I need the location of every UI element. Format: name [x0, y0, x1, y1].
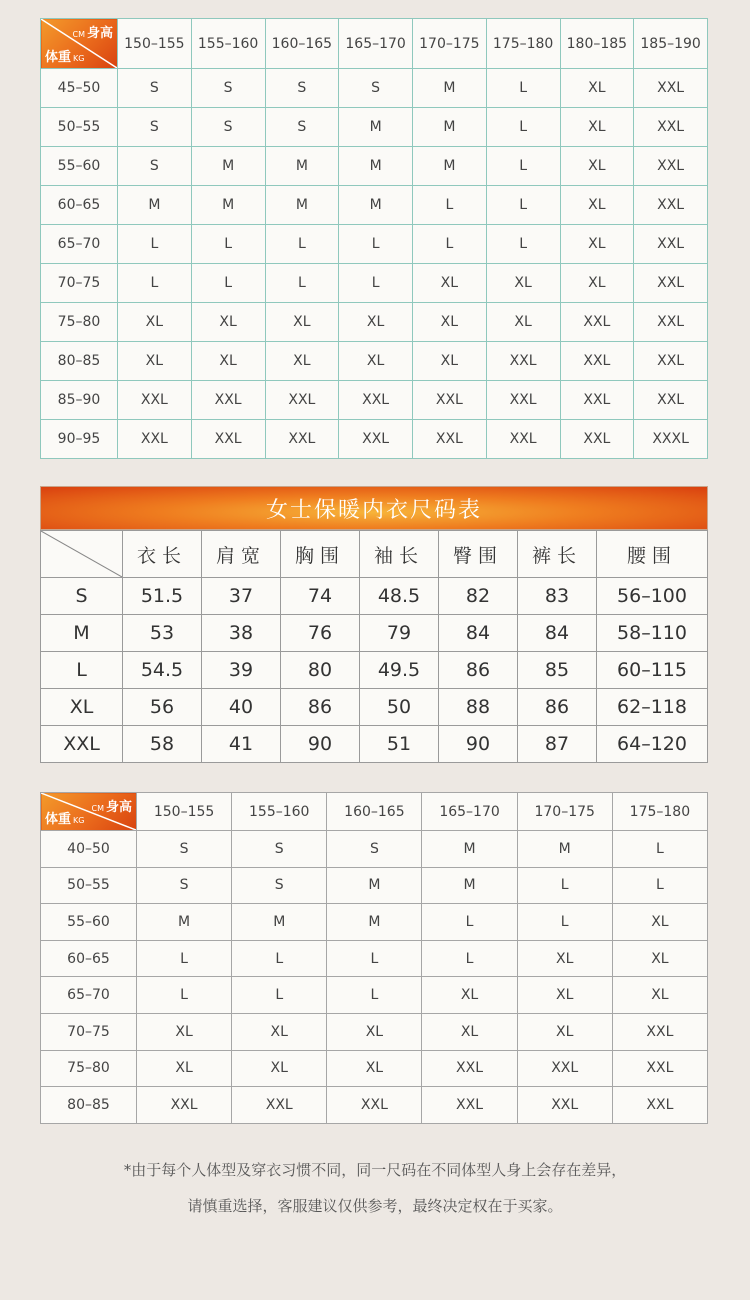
- table-cell: XXL: [634, 147, 708, 186]
- table-cell: XXL: [612, 1087, 707, 1124]
- table-row: [41, 69, 708, 108]
- table-row: [41, 1013, 708, 1050]
- column-header: 衣长: [123, 531, 202, 578]
- row-header: XL: [41, 689, 123, 726]
- table-row: [41, 652, 708, 689]
- table-cell: XL: [560, 69, 634, 108]
- table-cell: XXL: [137, 1087, 232, 1124]
- table-cell: 54.5: [123, 652, 202, 689]
- column-header: 170–175: [517, 793, 612, 831]
- table-cell: XXL: [634, 186, 708, 225]
- table-cell: XXL: [634, 303, 708, 342]
- row-header: 50–55: [41, 108, 118, 147]
- row-header: L: [41, 652, 123, 689]
- column-header: 肩宽: [202, 531, 281, 578]
- row-header: 55–60: [41, 904, 137, 941]
- table-row: [41, 225, 708, 264]
- table-cell: XXL: [612, 1050, 707, 1087]
- table-row: [41, 420, 708, 459]
- table-row: [41, 867, 708, 904]
- table-cell: M: [265, 147, 339, 186]
- table-cell: XXL: [634, 264, 708, 303]
- table-cell: L: [339, 225, 413, 264]
- column-header: 155–160: [232, 793, 327, 831]
- table-cell: L: [486, 108, 560, 147]
- womens-size-table-banner: [40, 486, 708, 530]
- table-cell: 84: [518, 615, 597, 652]
- table-row: [41, 1087, 708, 1124]
- table-row: [41, 264, 708, 303]
- table-cell: XXL: [413, 381, 487, 420]
- row-header: 65–70: [41, 225, 118, 264]
- table-cell: XL: [612, 977, 707, 1014]
- table-cell: XXL: [634, 381, 708, 420]
- table-cell: 79: [360, 615, 439, 652]
- height-label: CM 身高: [91, 800, 132, 815]
- column-header: 160–165: [265, 19, 339, 69]
- table-row: [41, 303, 708, 342]
- column-header: 165–170: [422, 793, 517, 831]
- table-cell: XXL: [413, 420, 487, 459]
- table-cell: L: [486, 69, 560, 108]
- table-cell: XL: [422, 977, 517, 1014]
- table-cell: 90: [439, 726, 518, 763]
- table-cell: L: [118, 225, 192, 264]
- column-header: 150–155: [118, 19, 192, 69]
- table-cell: 83: [518, 578, 597, 615]
- table-cell: XXL: [486, 342, 560, 381]
- row-header: 65–70: [41, 977, 137, 1014]
- table-cell: S: [191, 108, 265, 147]
- row-header: 80–85: [41, 1087, 137, 1124]
- table-cell: 41: [202, 726, 281, 763]
- table-cell: L: [517, 867, 612, 904]
- table-cell: L: [327, 977, 422, 1014]
- table-cell: S: [265, 108, 339, 147]
- table-cell: XL: [612, 904, 707, 941]
- table-row: [41, 186, 708, 225]
- table-cell: L: [612, 867, 707, 904]
- table-cell: XL: [118, 303, 192, 342]
- table-cell: XL: [517, 940, 612, 977]
- table-cell: L: [327, 940, 422, 977]
- mens-size-chart-table: [40, 18, 708, 459]
- table-cell: XXXL: [634, 420, 708, 459]
- table-cell: L: [486, 186, 560, 225]
- row-header: 40–50: [41, 831, 137, 868]
- table-cell: XL: [191, 342, 265, 381]
- table-cell: 60–115: [597, 652, 708, 689]
- table-cell: 76: [281, 615, 360, 652]
- table-cell: 38: [202, 615, 281, 652]
- table-cell: XXL: [634, 69, 708, 108]
- column-header: 185–190: [634, 19, 708, 69]
- table-cell: L: [265, 225, 339, 264]
- table-cell: XL: [560, 186, 634, 225]
- row-header: 75–80: [41, 303, 118, 342]
- table-cell: S: [191, 69, 265, 108]
- table-cell: 90: [281, 726, 360, 763]
- row-header: XXL: [41, 726, 123, 763]
- column-header: 袖长: [360, 531, 439, 578]
- table-row: [41, 381, 708, 420]
- table-cell: XXL: [517, 1050, 612, 1087]
- table-cell: XXL: [191, 420, 265, 459]
- table-cell: M: [118, 186, 192, 225]
- womens-size-chart-table: [40, 792, 708, 1124]
- table-cell: XXL: [422, 1050, 517, 1087]
- column-header: 160–165: [327, 793, 422, 831]
- table-cell: XL: [232, 1050, 327, 1087]
- table-cell: 53: [123, 615, 202, 652]
- row-header: 70–75: [41, 1013, 137, 1050]
- table-cell: XXL: [339, 381, 413, 420]
- table-cell: 51: [360, 726, 439, 763]
- column-header: 175–180: [486, 19, 560, 69]
- table-cell: M: [422, 831, 517, 868]
- table-cell: S: [339, 69, 413, 108]
- table-cell: 40: [202, 689, 281, 726]
- disclaimer-line-2: 请慎重选择，客服建议仅供参考，最终决定权在于买家。: [187, 1197, 563, 1215]
- table-row: [41, 726, 708, 763]
- table-cell: S: [118, 147, 192, 186]
- mens-size-chart-body: [41, 19, 708, 459]
- table-cell: XL: [339, 342, 413, 381]
- table-cell: 74: [281, 578, 360, 615]
- table-cell: XL: [232, 1013, 327, 1050]
- row-header: S: [41, 578, 123, 615]
- table-row: [41, 615, 708, 652]
- row-header: 80–85: [41, 342, 118, 381]
- column-header: 170–175: [413, 19, 487, 69]
- table-cell: XL: [191, 303, 265, 342]
- header-row: [41, 531, 708, 578]
- table-cell: XL: [327, 1013, 422, 1050]
- row-header: 55–60: [41, 147, 118, 186]
- table-cell: L: [265, 264, 339, 303]
- table-cell: L: [118, 264, 192, 303]
- table-cell: 88: [439, 689, 518, 726]
- row-header: 75–80: [41, 1050, 137, 1087]
- table-cell: XXL: [232, 1087, 327, 1124]
- table-cell: L: [486, 147, 560, 186]
- table-cell: M: [339, 186, 413, 225]
- table-cell: 56: [123, 689, 202, 726]
- table-cell: 48.5: [360, 578, 439, 615]
- table-cell: XXL: [517, 1087, 612, 1124]
- table-cell: XL: [413, 342, 487, 381]
- table-cell: S: [137, 867, 232, 904]
- table-cell: 64–120: [597, 726, 708, 763]
- table-cell: M: [327, 904, 422, 941]
- table-cell: M: [191, 147, 265, 186]
- womens-measurement-table: [40, 530, 708, 763]
- table-cell: L: [612, 831, 707, 868]
- column-header: 胸围: [281, 531, 360, 578]
- table-cell: L: [137, 977, 232, 1014]
- table-cell: XXL: [560, 420, 634, 459]
- table-cell: XXL: [612, 1013, 707, 1050]
- table-cell: 51.5: [123, 578, 202, 615]
- table-cell: XL: [339, 303, 413, 342]
- table-cell: XL: [265, 303, 339, 342]
- corner-cell: [41, 793, 137, 831]
- height-label: CM 身高: [72, 26, 113, 41]
- table-cell: XXL: [191, 381, 265, 420]
- table-cell: L: [486, 225, 560, 264]
- table-cell: L: [422, 904, 517, 941]
- table-row: [41, 904, 708, 941]
- table-cell: XL: [413, 264, 487, 303]
- table-cell: XL: [137, 1050, 232, 1087]
- table-cell: L: [137, 940, 232, 977]
- row-header: 45–50: [41, 69, 118, 108]
- row-header: 60–65: [41, 940, 137, 977]
- table-row: [41, 342, 708, 381]
- row-header: 90–95: [41, 420, 118, 459]
- table-cell: L: [191, 225, 265, 264]
- table-cell: 37: [202, 578, 281, 615]
- row-header: 85–90: [41, 381, 118, 420]
- table-cell: 39: [202, 652, 281, 689]
- table-cell: XL: [486, 264, 560, 303]
- table-cell: XXL: [265, 420, 339, 459]
- table-cell: M: [232, 904, 327, 941]
- table-cell: XL: [413, 303, 487, 342]
- table-cell: 86: [281, 689, 360, 726]
- disclaimer-note: [0, 1152, 750, 1224]
- table-cell: XXL: [265, 381, 339, 420]
- table-cell: XXL: [118, 381, 192, 420]
- disclaimer-line-1: *由于每个人体型及穿衣习惯不同，同一尺码在不同体型人身上会存在差异，: [123, 1161, 627, 1179]
- table-cell: XL: [517, 977, 612, 1014]
- table-cell: M: [339, 147, 413, 186]
- table-row: [41, 977, 708, 1014]
- row-header: 50–55: [41, 867, 137, 904]
- table-cell: M: [413, 69, 487, 108]
- table-cell: 58–110: [597, 615, 708, 652]
- table-row: [41, 1050, 708, 1087]
- table-cell: M: [191, 186, 265, 225]
- column-header: 180–185: [560, 19, 634, 69]
- table-cell: XXL: [560, 381, 634, 420]
- table-cell: XXL: [634, 342, 708, 381]
- table-cell: L: [422, 940, 517, 977]
- table-cell: L: [339, 264, 413, 303]
- table-row: [41, 147, 708, 186]
- table-cell: 86: [518, 689, 597, 726]
- table-row: [41, 940, 708, 977]
- table-cell: XXL: [560, 342, 634, 381]
- table-cell: S: [232, 867, 327, 904]
- table-cell: M: [517, 831, 612, 868]
- table-cell: M: [413, 147, 487, 186]
- table-cell: M: [265, 186, 339, 225]
- banner-title: 女士保暖内衣尺码表: [265, 497, 482, 523]
- table-cell: XXL: [486, 381, 560, 420]
- womens-measurement-body: [41, 531, 708, 763]
- table-cell: XL: [612, 940, 707, 977]
- table-cell: L: [413, 225, 487, 264]
- table-cell: L: [232, 940, 327, 977]
- weight-label: 体重 KG: [45, 812, 85, 827]
- table-cell: L: [191, 264, 265, 303]
- table-cell: 87: [518, 726, 597, 763]
- table-cell: XXL: [118, 420, 192, 459]
- table-cell: 85: [518, 652, 597, 689]
- table-cell: XL: [560, 108, 634, 147]
- table-cell: S: [327, 831, 422, 868]
- table-row: [41, 578, 708, 615]
- table-cell: XXL: [339, 420, 413, 459]
- table-cell: S: [232, 831, 327, 868]
- weight-label: 体重 KG: [45, 50, 85, 65]
- table-cell: XL: [517, 1013, 612, 1050]
- table-row: [41, 108, 708, 147]
- column-header: 150–155: [137, 793, 232, 831]
- table-cell: XL: [422, 1013, 517, 1050]
- table-cell: 82: [439, 578, 518, 615]
- table-cell: XXL: [327, 1087, 422, 1124]
- corner-cell: [41, 19, 118, 69]
- table-cell: XXL: [634, 225, 708, 264]
- table-cell: 84: [439, 615, 518, 652]
- table-row: [41, 831, 708, 868]
- table-cell: L: [413, 186, 487, 225]
- table-cell: XL: [327, 1050, 422, 1087]
- table-cell: S: [265, 69, 339, 108]
- table-cell: M: [413, 108, 487, 147]
- table-cell: S: [118, 108, 192, 147]
- column-header: 裤长: [518, 531, 597, 578]
- table-cell: 80: [281, 652, 360, 689]
- table-cell: 49.5: [360, 652, 439, 689]
- table-cell: XXL: [634, 108, 708, 147]
- row-header: M: [41, 615, 123, 652]
- table-cell: XXL: [422, 1087, 517, 1124]
- table-cell: XL: [560, 225, 634, 264]
- table-cell: M: [327, 867, 422, 904]
- column-header: 165–170: [339, 19, 413, 69]
- womens-size-chart-body: [41, 793, 708, 1124]
- table-cell: XL: [560, 147, 634, 186]
- table-row: [41, 689, 708, 726]
- column-header: 腰围: [597, 531, 708, 578]
- header-row: [41, 793, 708, 831]
- table-cell: 50: [360, 689, 439, 726]
- diagonal-line: [41, 531, 122, 577]
- table-cell: L: [232, 977, 327, 1014]
- table-cell: M: [137, 904, 232, 941]
- table-cell: XL: [560, 264, 634, 303]
- table-cell: XL: [118, 342, 192, 381]
- table-cell: XL: [486, 303, 560, 342]
- corner-cell: [41, 531, 123, 578]
- column-header: 175–180: [612, 793, 707, 831]
- table-cell: 56–100: [597, 578, 708, 615]
- table-cell: M: [422, 867, 517, 904]
- table-cell: L: [517, 904, 612, 941]
- table-cell: XL: [137, 1013, 232, 1050]
- header-row: [41, 19, 708, 69]
- table-cell: S: [118, 69, 192, 108]
- column-header: 155–160: [191, 19, 265, 69]
- table-cell: XXL: [560, 303, 634, 342]
- table-cell: 86: [439, 652, 518, 689]
- table-cell: XXL: [486, 420, 560, 459]
- column-header: 臀围: [439, 531, 518, 578]
- table-cell: XL: [265, 342, 339, 381]
- row-header: 60–65: [41, 186, 118, 225]
- table-cell: 58: [123, 726, 202, 763]
- table-cell: S: [137, 831, 232, 868]
- row-header: 70–75: [41, 264, 118, 303]
- table-cell: M: [339, 108, 413, 147]
- table-cell: 62–118: [597, 689, 708, 726]
